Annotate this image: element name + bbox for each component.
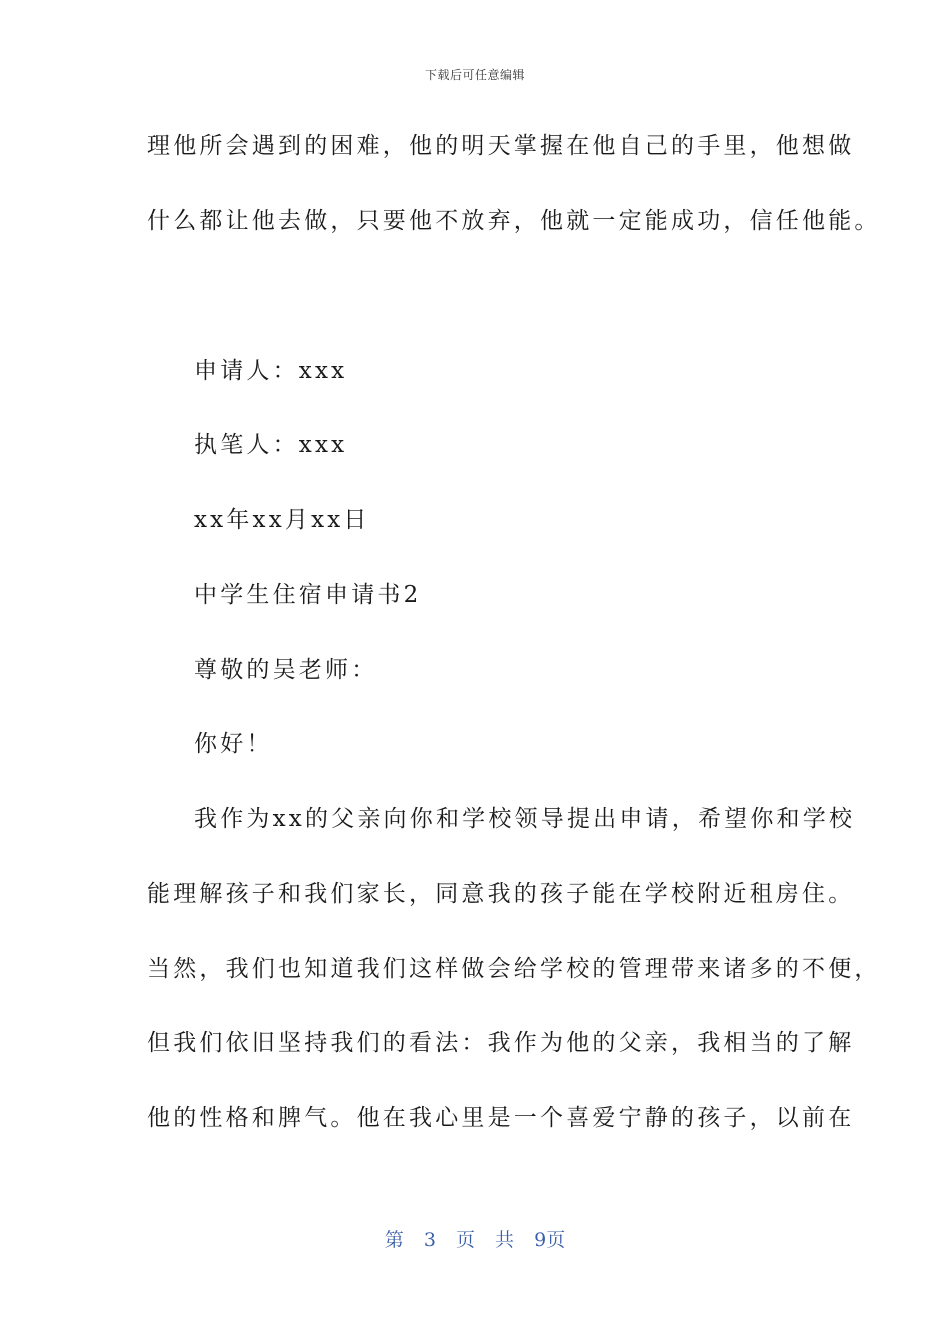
body-line: 但我们依旧坚持我们的看法：我作为他的父亲，我相当的了解 [147,1030,855,1056]
header-note: 下载后可任意编辑 [424,68,525,82]
body-line: 理他所会遇到的困难，他的明天掌握在他自己的手里，他想做 [147,133,855,159]
footer-total-label: 共 [495,1229,515,1251]
footer-prefix: 第 [384,1229,404,1251]
section-title: 中学生住宿申请书2 [194,582,422,608]
footer-current-page: 3 [423,1229,436,1251]
date-line: xx年xx月xx日 [194,507,370,533]
body-line: 当然，我们也知道我们这样做会给学校的管理带来诸多的不便， [147,956,881,982]
footer-total-pages: 9页 [534,1229,566,1251]
body-line: 能理解孩子和我们家长，同意我的孩子能在学校附近租房住。 [147,881,855,907]
footer-page-label: 页 [455,1229,475,1251]
body-line: 什么都让他去做，只要他不放弃，他就一定能成功，信任他能。 [147,208,881,234]
writer-line: 执笔人：xxx [194,432,348,458]
greeting: 你好！ [194,731,273,757]
salutation: 尊敬的吴老师： [194,657,378,683]
body-line: 他的性格和脾气。他在我心里是一个喜爱宁静的孩子，以前在 [147,1105,855,1131]
body-line: 我作为xx的父亲向你和学校领导提出申请，希望你和学校 [194,806,856,832]
applicant-line: 申请人：xxx [194,358,348,384]
page-footer [0,1225,950,1252]
